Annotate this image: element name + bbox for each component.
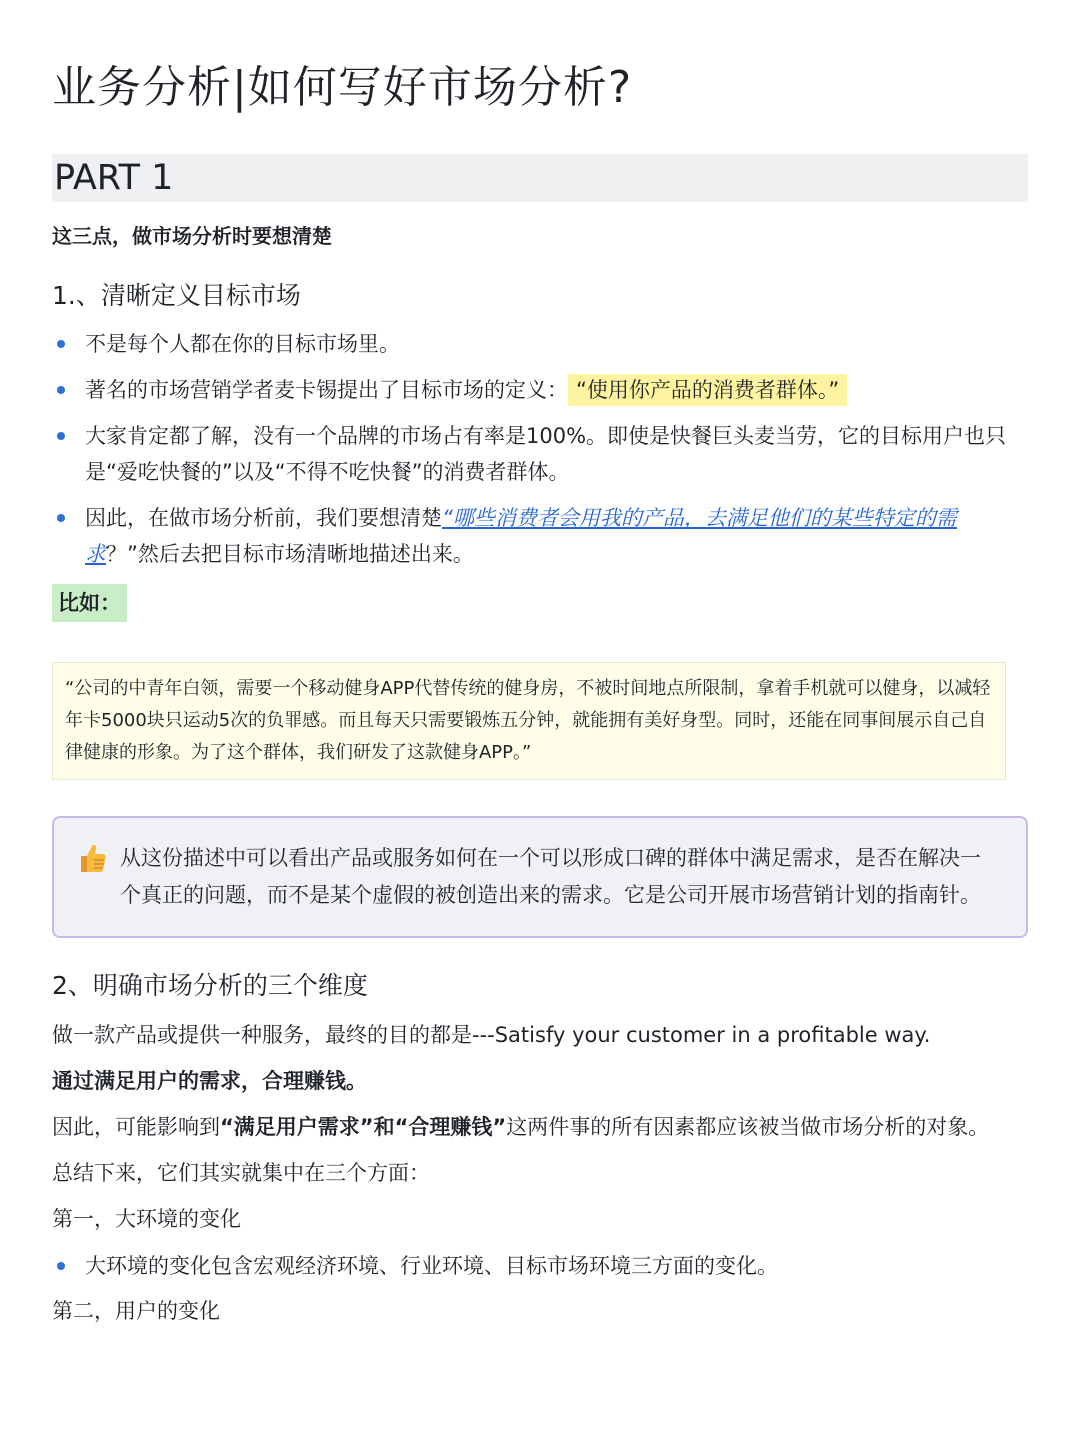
list-item-text: 不是每个人都在你的目标市场里。 (85, 332, 400, 356)
section-subtitle: 这三点，做市场分析时要想清楚 (52, 224, 332, 248)
list-item-text: 著名的市场营销学者麦卡锡提出了目标市场的定义： (85, 378, 568, 402)
list-item-text: 大家肯定都了解，没有一个品牌的市场占有率是100%。即使是快餐巨头麦当劳，它的目标用户也只是“爱吃快餐的”以及“不得不吃快餐”的消费者群体。 (85, 424, 1007, 484)
paragraph-text: 这两件事的所有因素都应该被当做市场分析的对象。 (506, 1115, 990, 1139)
paragraph: 做一款产品或提供一种服务，最终的目的都是---Satisfy your customer in a profitable way. (52, 1023, 931, 1047)
bold-inline: “满足用户需求”和“合理赚钱” (220, 1115, 507, 1139)
paragraph: 第二，用户的变化 (52, 1299, 220, 1323)
bullet-dot (57, 432, 65, 440)
list-item (52, 418, 1028, 490)
bullet-dot (57, 340, 65, 348)
inline-link[interactable]: “哪些消费者会用我的产品，去满足他们的某些特定的需求 (85, 506, 957, 566)
callout-text: 从这份描述中可以看出产品或服务如何在一个可以形成口碑的群体中满足需求，是否在解决一个真正的问题，而不是某个虚假的被创造出来的需求。它是公司开展市场营销计划的指南针。 (120, 846, 981, 907)
section1-heading: 1.、清晰定义目标市场 (52, 281, 301, 310)
section1-bullet-list (52, 326, 1028, 572)
paragraph: 第一，大环境的变化 (52, 1207, 241, 1231)
page-title: 业务分析|如何写好市场分析? (52, 62, 633, 113)
bullet-dot (57, 514, 65, 522)
paragraph: 总结下来，它们其实就集中在三个方面： (52, 1161, 430, 1185)
example-label: 比如： (52, 584, 127, 622)
list-item-text: 大环境的变化包含宏观经济环境、行业环境、目标市场环境三方面的变化。 (85, 1254, 778, 1278)
list-item-text: 因此，在做市场分析前，我们要想清楚 (85, 506, 442, 530)
highlighted-definition: “使用你产品的消费者群体。” (568, 374, 847, 406)
paragraph (52, 1110, 1028, 1144)
section2-bullet-list (52, 1248, 1028, 1284)
bold-paragraph: 通过满足用户的需求，合理赚钱。 (52, 1069, 367, 1093)
list-item-text-suffix: ？”然后去把目标市场清晰地描述出来。 (106, 542, 474, 566)
list-item (52, 372, 1028, 408)
paragraph-text: 因此，可能影响到 (52, 1115, 220, 1139)
list-item (52, 326, 1028, 362)
callout-box (52, 816, 1028, 938)
section2-heading: 2、明确市场分析的三个维度 (52, 971, 368, 1000)
part-heading: PART 1 (52, 154, 1028, 202)
bullet-dot (57, 1262, 65, 1270)
list-item (52, 1248, 1028, 1284)
quote-block: “公司的中青年白领，需要一个移动健身APP代替传统的健身房，不被时间地点所限制，拿着手机就可以健身，以减轻年卡5000块只运动5次的负罪感。而且每天只需要锻炼五分钟，就能拥有美好身型。同时，还能在同事间展示自己自律健康的形象。为了这个群体，我们研发了这款健身APP。” (52, 662, 1006, 780)
bullet-dot (57, 386, 65, 394)
list-item (52, 500, 1028, 572)
thumbs-up-icon (72, 840, 108, 876)
